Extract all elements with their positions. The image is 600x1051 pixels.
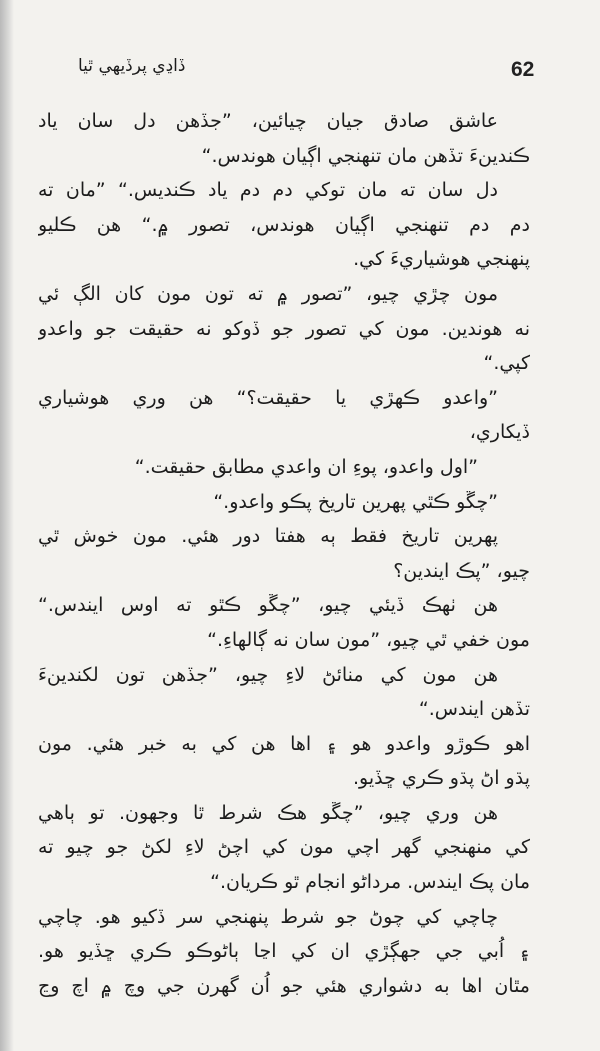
text-line: هن ٺهڪ ڏيئي چيو، ”چڱو ڪٿو ته اوس ايندس.“ [38, 594, 498, 617]
text-line: پهرين تاريخ فقط ٻه هفتا دور هئي. مون خوش ٿي [38, 525, 498, 548]
text-line: کپي.“ [483, 352, 530, 375]
text-line: کي منهنجي گهر اچي مون کي اچڻ لاءِ لکڻ جو چيو ته [38, 836, 530, 859]
text-line: مٿان اها به دشواري هئي جو اُن گهرن جي وچ ۾ اچ وڃ [38, 974, 530, 997]
text-line: ”واعدو ڪهڙي يا حقيقت؟“ هن وري هوشياري [38, 386, 498, 409]
book-binding-shadow [0, 0, 14, 1051]
page-header [38, 52, 535, 88]
text-line: مان پڪ ايندس. مرداڻو انجام ٿو ڪريان.“ [210, 871, 530, 894]
text-line: پنهنجي هوشياريءَ کي. [353, 248, 530, 271]
text-line: ۽ اُبي جي جهڳڙي ان کي اڃا ٻاڻوڪو ڪري ڇڏيو هو. [38, 940, 530, 963]
page-body-text [38, 104, 530, 1003]
page-number: 62 [511, 58, 535, 81]
text-line: چيو، ”پڪ ايندين؟ [393, 559, 530, 582]
text-line: ڏيکاري، [469, 421, 530, 444]
text-line: چاچي کي چوڻ جو شرط پنهنجي سر ڏکيو هو. چاچي [38, 905, 498, 928]
text-line: نه هوندين. مون کي تصور جو ڏوکو نه حقيقت جو واعدو [38, 317, 530, 340]
text-line: مون چڙي چيو، ”تصور ۾ ته تون مون کان الڳ ئي [38, 282, 498, 305]
text-line: دم دم تنهنجي اڳيان هوندس، تصور ۾.“ هن ڪليو [38, 213, 530, 236]
text-line: ”اول واعدو، پوءِ ان واعدي مطابق حقيقت.“ [134, 455, 478, 478]
text-line: پڌو اڻ پڌو ڪري ڇڏيو. [353, 767, 530, 790]
text-line: مون خفي ٿي چيو، ”مون سان نه ڳالهاءِ.“ [207, 628, 530, 651]
text-line: ڪندينءَ تڏهن مان تنهنجي اڳيان هوندس.“ [201, 144, 530, 167]
text-line: عاشق صادق جيان چيائين، ”جڏهن دل سان ياد [38, 110, 498, 132]
text-line: تڏهن ايندس.“ [418, 698, 530, 721]
text-line: ”چڱو ڪٿي پهرين تاريخ پڪو واعدو.“ [213, 490, 498, 513]
text-line: اهو ڪوڙو واعدو هو ۽ اها هن کي به خبر هئي. مون [38, 732, 530, 755]
text-line: هن مون کي منائڻ لاءِ چيو، ”جڏهن تون لکندينءَ [38, 663, 498, 686]
running-title: ڏاڍي پرڏيهي ٿيا [78, 56, 186, 76]
text-line: هن وري چيو، ”چڱو هڪ شرط ٿا وجهون. تو ٻاهي [38, 801, 498, 824]
text-line: دل سان ته مان توکي دم دم ياد ڪنديس.“ ”مان ته [38, 179, 498, 202]
